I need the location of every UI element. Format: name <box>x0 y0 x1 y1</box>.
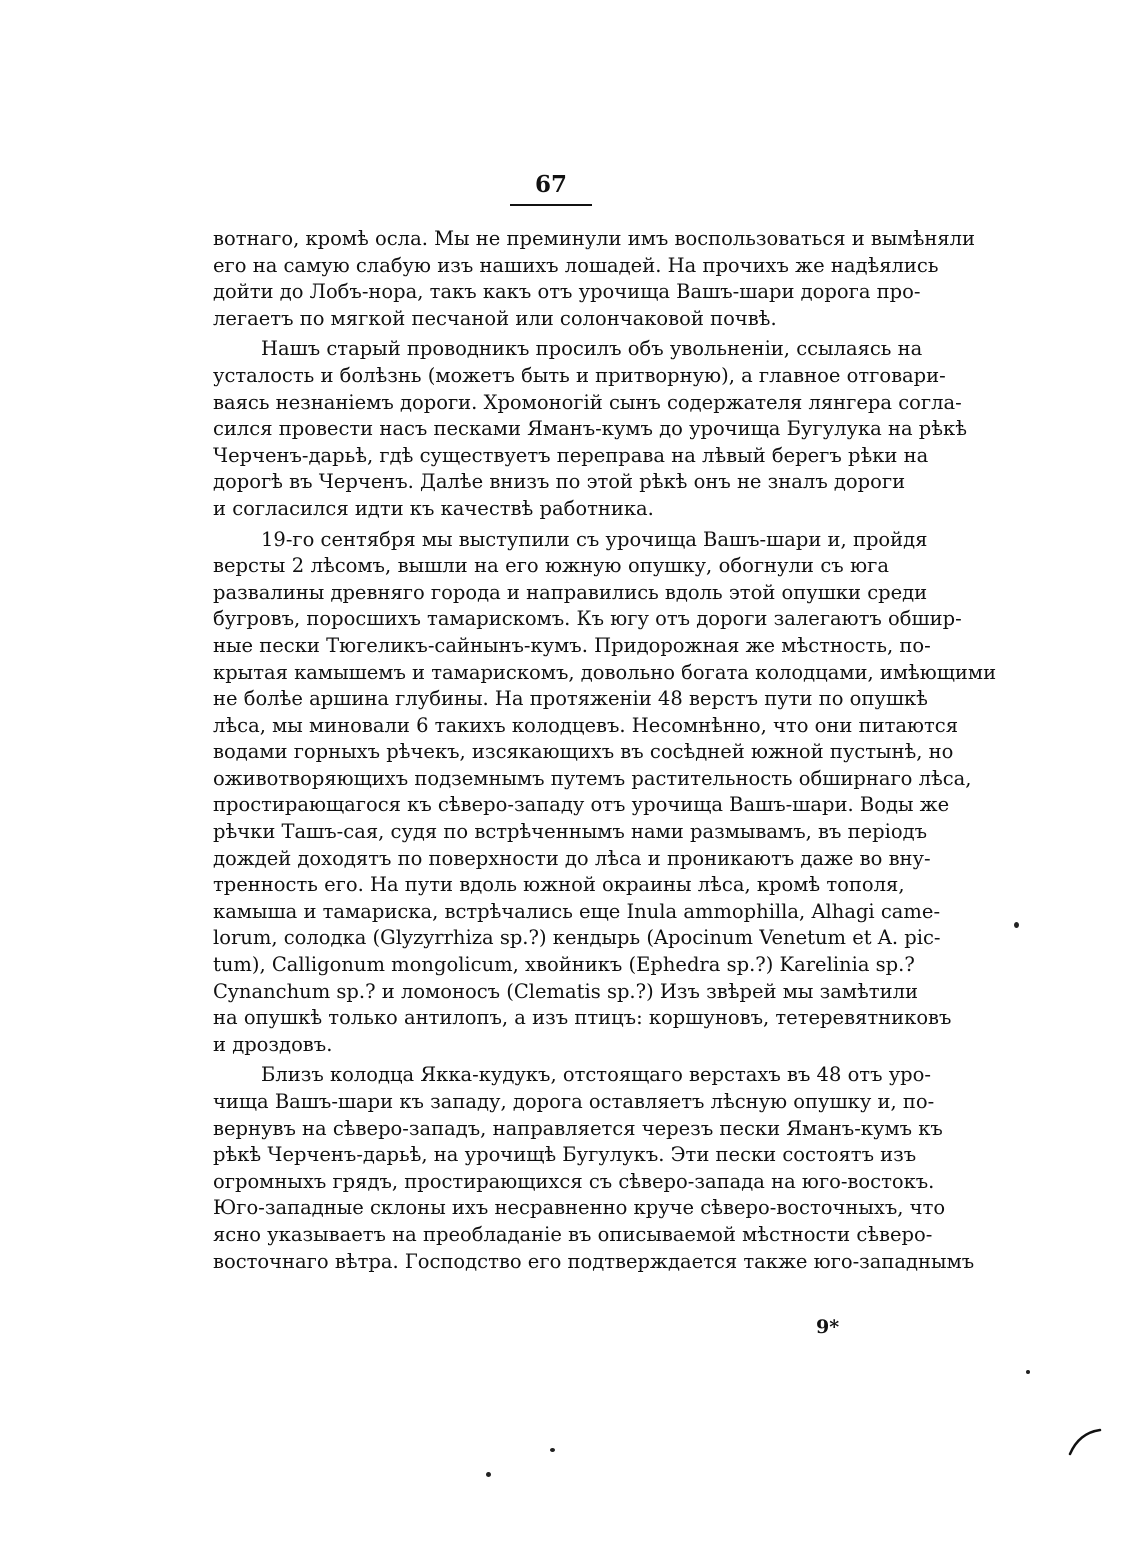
paragraph-3 <box>213 527 997 1059</box>
text-line: дождей доходятъ по поверхности до лѣса и проникаютъ даже во вну- <box>213 846 931 870</box>
text-line: и дроздовъ. <box>213 1032 333 1056</box>
paragraph-4 <box>213 1062 975 1275</box>
text-line: сился провести насъ песками Яманъ-кумъ до урочища Бугулука на рѣкѣ <box>213 417 967 441</box>
text-line: Нашъ старый проводникъ просилъ объ увольненiи, ссылаясь на <box>261 337 923 361</box>
text-line: бугровъ, поросшихъ тамарискомъ. Къ югу отъ дороги залегаютъ обшир- <box>213 607 962 631</box>
text-line: не болѣе аршина глубины. На протяженiи 48 верстъ пути по опушкѣ <box>213 687 928 711</box>
text-line: Cynanchum sp.? и ломоносъ (Clematis sp.?) Изъ звѣрей мы замѣтили <box>213 979 918 1003</box>
text-line: вернувъ на сѣверо-западъ, направляется черезъ пески Яманъ-кумъ къ <box>213 1116 943 1140</box>
text-line: 19-го сентября мы выступили съ урочища Вашъ-шари и, пройдя <box>261 527 928 551</box>
text-line: простирающагося къ сѣверо-западу отъ урочища Вашъ-шари. Воды же <box>213 793 950 817</box>
signature-mark: 9* <box>816 1316 840 1338</box>
text-line: дойти до Лобъ-нора, такъ какъ отъ урочища Вашъ-шари дорога про- <box>213 280 921 304</box>
text-line: Юго-западные склоны ихъ несравненно круче сѣверо-восточныхъ, что <box>213 1196 946 1220</box>
scan-speck <box>1026 1370 1030 1374</box>
text-line: версты 2 лѣсомъ, вышли на его южную опушку, обогнули съ юга <box>213 554 889 578</box>
scan-speck <box>486 1472 491 1477</box>
page-number: 67 <box>510 172 592 206</box>
text-line: Черченъ-дарьѣ, гдѣ существуетъ переправа на лѣвый берегъ рѣки на <box>213 443 929 467</box>
paragraph-1 <box>213 226 976 332</box>
text-line: его на самую слабую изъ нашихъ лошадей. На прочихъ же надѣялись <box>213 253 939 277</box>
text-line: и согласился идти къ качествѣ работника. <box>213 496 654 520</box>
scan-speck <box>550 1448 555 1452</box>
text-line: ваясь незнанiемъ дороги. Хромоногiй сынъ содержателя лянгера согла- <box>213 390 962 414</box>
text-line: lorum, солодка (Glyzyrrhiza sp.?) кендырь (Apocinum Venetum et A. pic- <box>213 926 941 950</box>
text-line: тренность его. На пути вдоль южной окраины лѣса, кромѣ тополя, <box>213 873 905 897</box>
text-line: tum), Calligonum mongolicum, хвойникъ (Ephedra sp.?) Karelinia sp.? <box>213 953 915 977</box>
text-line: чища Вашъ-шари къ западу, дорога оставляетъ лѣсную опушку и, по- <box>213 1090 935 1113</box>
text-line: легаетъ по мягкой песчаной или солончаковой почвѣ. <box>213 306 777 330</box>
text-line: камыша и тамариска, встрѣчались еще Inula ammophilla, Alhagi came- <box>213 899 941 923</box>
text-line: ные пески Тюгеликъ-сайнынъ-кумъ. Придорожная же мѣстность, по- <box>213 633 931 657</box>
text-line: усталость и болѣзнь (можетъ быть и притворную), а главное отговари- <box>213 363 946 387</box>
text-line: на опушкѣ только антилопъ, а изъ птицъ: коршуновъ, тетеревятниковъ <box>213 1006 952 1030</box>
text-line: рѣчки Ташъ-сая, судя по встрѣченнымъ нами размывамъ, въ перiодъ <box>213 820 927 844</box>
text-line: ясно указываетъ на преобладанiе въ описываемой мѣстности сѣверо- <box>213 1222 933 1246</box>
text-line: водами горныхъ рѣчекъ, изсякающихъ въ сосѣдней южной пустынѣ, но <box>213 740 954 764</box>
text-line: рѣкѣ Черченъ-дарьѣ, на урочищѣ Бугулукъ. Эти пески состоятъ изъ <box>213 1143 917 1167</box>
text-line: лѣса, мы миновали 6 такихъ колодцевъ. Несомнѣнно, что они питаются <box>213 713 958 737</box>
text-line: вотнаго, кромѣ осла. Мы не преминули имъ воспользоваться и вымѣняли <box>213 227 976 250</box>
scan-speck <box>1014 922 1019 928</box>
paragraph-2 <box>213 336 967 522</box>
text-line: развалины древняго города и направились вдоль этой опушки среди <box>213 580 928 604</box>
text-line: Близъ колодца Якка-кудукъ, отстоящаго верстахъ въ 48 отъ уро- <box>261 1063 931 1087</box>
text-line: оживотворяющихъ подземнымъ путемъ растительность обширнаго лѣса, <box>213 766 972 790</box>
body-text <box>213 226 997 1279</box>
text-line: восточнаго вѣтра. Господство его подтверждается также юго-западнымъ <box>213 1249 975 1273</box>
text-line: крытая камышемъ и тамарискомъ, довольно богата колодцами, имѣющими <box>213 660 997 684</box>
scan-stroke <box>1068 1426 1102 1456</box>
text-line: огромныхъ грядъ, простирающихся съ сѣверо-запада на юго-востокъ. <box>213 1169 935 1193</box>
text-line: дорогѣ въ Черченъ. Далѣе внизъ по этой рѣкѣ онъ не зналъ дороги <box>213 470 906 494</box>
